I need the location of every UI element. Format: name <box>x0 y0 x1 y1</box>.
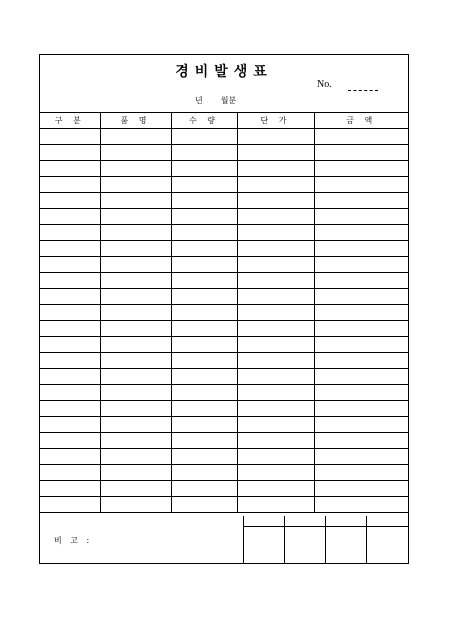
cell-unit-price[interactable] <box>237 193 314 209</box>
cell-item-name[interactable] <box>100 417 171 433</box>
cell-item-name[interactable] <box>100 129 171 145</box>
column-header-category: 구 분 <box>40 113 100 129</box>
cell-item-name[interactable] <box>100 209 171 225</box>
cell-unit-price[interactable] <box>237 145 314 161</box>
cell-category[interactable] <box>40 193 100 209</box>
table-row <box>40 241 408 257</box>
cell-category[interactable] <box>40 337 100 353</box>
cell-item-name[interactable] <box>100 465 171 481</box>
cell-quantity[interactable] <box>171 337 237 353</box>
cell-category[interactable] <box>40 177 100 193</box>
cell-category[interactable] <box>40 465 100 481</box>
expense-form <box>39 54 409 564</box>
cell-item-name[interactable] <box>100 289 171 305</box>
cell-category[interactable] <box>40 369 100 385</box>
table-row <box>40 209 408 225</box>
cell-unit-price[interactable] <box>237 337 314 353</box>
cell-category[interactable] <box>40 497 100 513</box>
cell-amount[interactable] <box>314 129 408 145</box>
table-row <box>40 273 408 289</box>
cell-unit-price[interactable] <box>237 241 314 257</box>
cell-category[interactable] <box>40 385 100 401</box>
cell-quantity[interactable] <box>171 209 237 225</box>
cell-quantity[interactable] <box>171 225 237 241</box>
cell-unit-price[interactable] <box>237 161 314 177</box>
column-header-unit-price: 단 가 <box>237 113 314 129</box>
table-row <box>40 129 408 145</box>
cell-item-name[interactable] <box>100 385 171 401</box>
table-row <box>40 289 408 305</box>
column-header-quantity: 수 량 <box>171 113 237 129</box>
expense-table <box>40 113 408 513</box>
cell-unit-price[interactable] <box>237 353 314 369</box>
cell-unit-price[interactable] <box>237 497 314 513</box>
cell-quantity[interactable] <box>171 289 237 305</box>
table-row <box>40 401 408 417</box>
cell-unit-price[interactable] <box>237 321 314 337</box>
cell-quantity[interactable] <box>171 401 237 417</box>
cell-quantity[interactable] <box>171 193 237 209</box>
cell-amount[interactable] <box>314 193 408 209</box>
approval-sign-cell[interactable] <box>285 527 326 564</box>
cell-amount[interactable] <box>314 161 408 177</box>
cell-category[interactable] <box>40 433 100 449</box>
table-row <box>40 161 408 177</box>
cell-quantity[interactable] <box>171 449 237 465</box>
approval-sign-cell[interactable] <box>326 527 367 564</box>
table-row <box>40 449 408 465</box>
cell-category[interactable] <box>40 305 100 321</box>
cell-unit-price[interactable] <box>237 401 314 417</box>
approval-sign-cell[interactable] <box>244 527 285 564</box>
cell-unit-price[interactable] <box>237 433 314 449</box>
cell-item-name[interactable] <box>100 401 171 417</box>
cell-quantity[interactable] <box>171 433 237 449</box>
cell-unit-price[interactable] <box>237 225 314 241</box>
table-row <box>40 305 408 321</box>
remarks-label: 비 고 : <box>54 536 93 545</box>
cell-amount[interactable] <box>314 353 408 369</box>
table-row <box>40 225 408 241</box>
cell-item-name[interactable] <box>100 449 171 465</box>
cell-amount[interactable] <box>314 177 408 193</box>
cell-item-name[interactable] <box>100 257 171 273</box>
cell-amount[interactable] <box>314 465 408 481</box>
cell-category[interactable] <box>40 225 100 241</box>
column-header-item-name: 품 명 <box>100 113 171 129</box>
cell-unit-price[interactable] <box>237 465 314 481</box>
cell-item-name[interactable] <box>100 161 171 177</box>
table-row <box>40 257 408 273</box>
cell-item-name[interactable] <box>100 433 171 449</box>
table-row <box>40 177 408 193</box>
cell-unit-price[interactable] <box>237 289 314 305</box>
cell-category[interactable] <box>40 417 100 433</box>
cell-category[interactable] <box>40 257 100 273</box>
table-header-row <box>40 113 408 129</box>
cell-quantity[interactable] <box>171 481 237 497</box>
month-label: 월분 <box>220 96 237 105</box>
cell-category[interactable] <box>40 353 100 369</box>
cell-unit-price[interactable] <box>237 369 314 385</box>
cell-amount[interactable] <box>314 257 408 273</box>
period-line <box>195 95 236 106</box>
cell-quantity[interactable] <box>171 385 237 401</box>
approval-sign-cell[interactable] <box>367 527 408 564</box>
table-row <box>40 433 408 449</box>
cell-unit-price[interactable] <box>237 273 314 289</box>
cell-category[interactable] <box>40 145 100 161</box>
form-title: 경비발생표 <box>175 64 273 80</box>
cell-item-name[interactable] <box>100 337 171 353</box>
table-row <box>40 465 408 481</box>
cell-category[interactable] <box>40 129 100 145</box>
cell-quantity[interactable] <box>171 417 237 433</box>
table-row <box>40 145 408 161</box>
cell-amount[interactable] <box>314 449 408 465</box>
cell-item-name[interactable] <box>100 225 171 241</box>
cell-amount[interactable] <box>314 305 408 321</box>
cell-item-name[interactable] <box>100 177 171 193</box>
cell-category[interactable] <box>40 449 100 465</box>
cell-category[interactable] <box>40 481 100 497</box>
cell-amount[interactable] <box>314 273 408 289</box>
column-header-amount: 금 액 <box>314 113 408 129</box>
cell-unit-price[interactable] <box>237 385 314 401</box>
cell-amount[interactable] <box>314 433 408 449</box>
cell-amount[interactable] <box>314 289 408 305</box>
cell-amount[interactable] <box>314 241 408 257</box>
cell-quantity[interactable] <box>171 257 237 273</box>
approval-header-cell <box>285 516 326 527</box>
cell-amount[interactable] <box>314 417 408 433</box>
cell-item-name[interactable] <box>100 481 171 497</box>
table-row <box>40 481 408 497</box>
cell-amount[interactable] <box>314 401 408 417</box>
year-label: 년 <box>195 96 203 105</box>
cell-item-name[interactable] <box>100 369 171 385</box>
cell-unit-price[interactable] <box>237 449 314 465</box>
cell-category[interactable] <box>40 273 100 289</box>
table-row <box>40 497 408 513</box>
table-row <box>40 353 408 369</box>
cell-unit-price[interactable] <box>237 417 314 433</box>
cell-item-name[interactable] <box>100 353 171 369</box>
document-number-blank <box>348 90 378 91</box>
cell-unit-price[interactable] <box>237 177 314 193</box>
cell-item-name[interactable] <box>100 145 171 161</box>
cell-item-name[interactable] <box>100 305 171 321</box>
cell-unit-price[interactable] <box>237 257 314 273</box>
cell-unit-price[interactable] <box>237 305 314 321</box>
cell-category[interactable] <box>40 241 100 257</box>
cell-category[interactable] <box>40 289 100 305</box>
cell-quantity[interactable] <box>171 161 237 177</box>
approval-box <box>243 516 408 563</box>
table-row <box>40 417 408 433</box>
cell-amount[interactable] <box>314 337 408 353</box>
cell-item-name[interactable] <box>100 497 171 513</box>
table-row <box>40 321 408 337</box>
approval-sign-row <box>244 527 409 564</box>
cell-quantity[interactable] <box>171 129 237 145</box>
cell-category[interactable] <box>40 209 100 225</box>
footer <box>40 516 408 563</box>
cell-item-name[interactable] <box>100 273 171 289</box>
table-row <box>40 337 408 353</box>
cell-item-name[interactable] <box>100 241 171 257</box>
cell-unit-price[interactable] <box>237 481 314 497</box>
cell-quantity[interactable] <box>171 465 237 481</box>
cell-category[interactable] <box>40 321 100 337</box>
approval-header-cell <box>367 516 408 527</box>
cell-category[interactable] <box>40 161 100 177</box>
cell-unit-price[interactable] <box>237 129 314 145</box>
cell-amount[interactable] <box>314 369 408 385</box>
cell-amount[interactable] <box>314 321 408 337</box>
cell-amount[interactable] <box>314 145 408 161</box>
cell-unit-price[interactable] <box>237 209 314 225</box>
table-row <box>40 369 408 385</box>
cell-amount[interactable] <box>314 225 408 241</box>
cell-quantity[interactable] <box>171 177 237 193</box>
cell-category[interactable] <box>40 401 100 417</box>
cell-quantity[interactable] <box>171 497 237 513</box>
cell-quantity[interactable] <box>171 145 237 161</box>
cell-quantity[interactable] <box>171 305 237 321</box>
cell-quantity[interactable] <box>171 241 237 257</box>
table-row <box>40 385 408 401</box>
cell-item-name[interactable] <box>100 193 171 209</box>
cell-amount[interactable] <box>314 481 408 497</box>
cell-item-name[interactable] <box>100 321 171 337</box>
cell-amount[interactable] <box>314 497 408 513</box>
cell-amount[interactable] <box>314 385 408 401</box>
cell-quantity[interactable] <box>171 353 237 369</box>
document-number-label: No. <box>317 79 332 90</box>
approval-header-cell <box>244 516 285 527</box>
approval-header-cell <box>326 516 367 527</box>
cell-quantity[interactable] <box>171 321 237 337</box>
table-row <box>40 193 408 209</box>
cell-amount[interactable] <box>314 209 408 225</box>
approval-header-row <box>244 516 409 527</box>
cell-quantity[interactable] <box>171 273 237 289</box>
cell-quantity[interactable] <box>171 369 237 385</box>
